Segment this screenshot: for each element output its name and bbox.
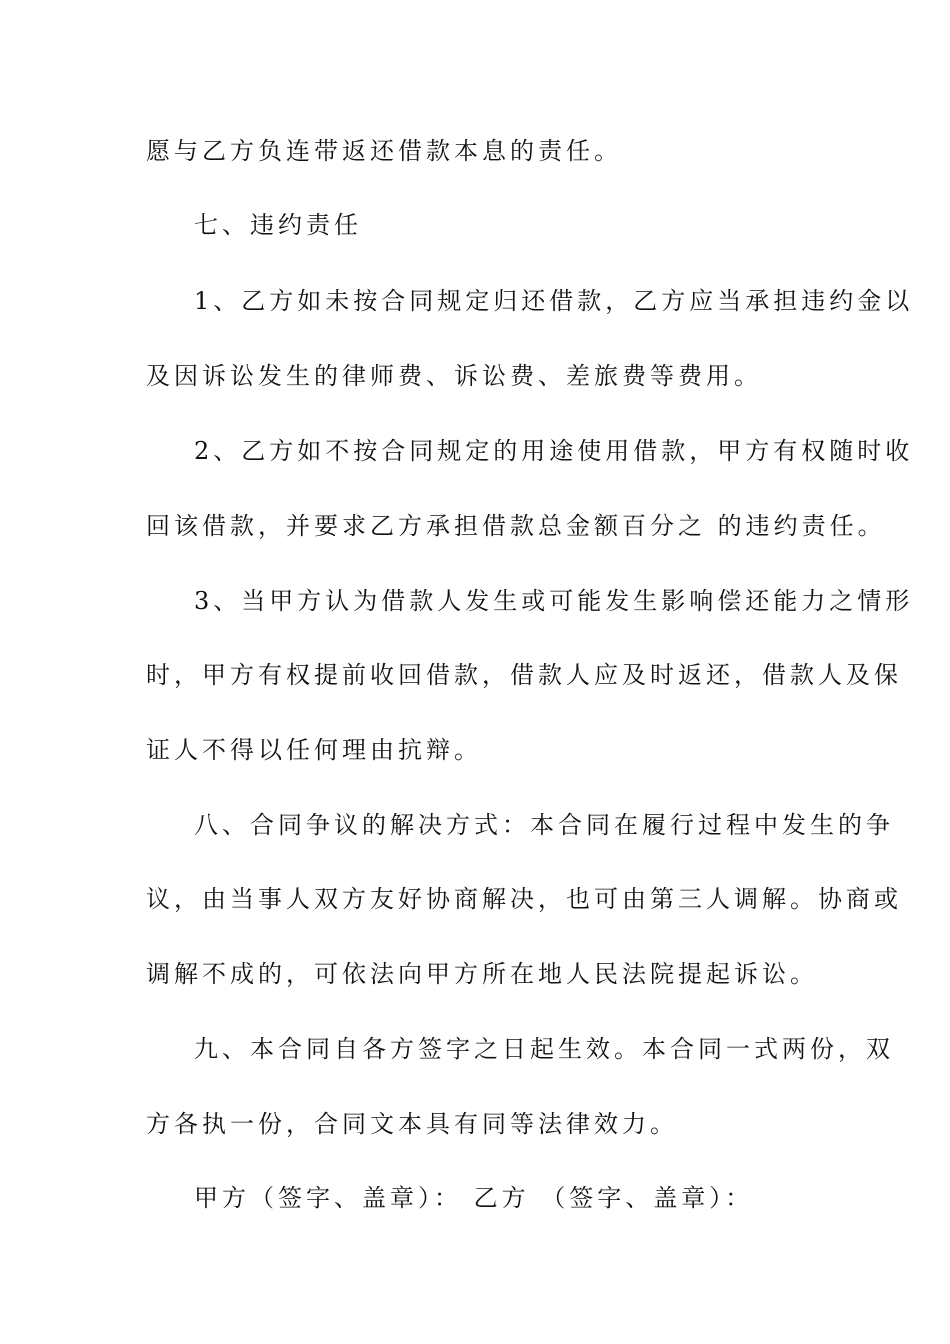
section-dispute-resolution: 八、合同争议的解决方式：本合同在履行过程中发生的争 (194, 811, 894, 839)
text-line: 证人不得以任何理由抗辩。 (146, 736, 482, 764)
text-line: 2、乙方如不按合同规定的用途使用借款，甲方有权随时收 (194, 437, 914, 465)
section-heading-breach: 七、违约责任 (194, 211, 362, 239)
text-line: 回该借款，并要求乙方承担借款总金额百分之 的违约责任。 (146, 512, 886, 540)
text-line: 调解不成的，可依法向甲方所在地人民法院提起诉讼。 (146, 960, 818, 988)
text-line: 及因诉讼发生的律师费、诉讼费、差旅费等费用。 (146, 362, 762, 390)
text-line: 方各执一份，合同文本具有同等法律效力。 (146, 1110, 678, 1138)
text-line: 3、当甲方认为借款人发生或可能发生影响偿还能力之情形 (194, 587, 914, 615)
text-line: 1、乙方如未按合同规定归还借款，乙方应当承担违约金以 (194, 287, 914, 315)
text-line: 愿与乙方负连带返还借款本息的责任。 (146, 137, 622, 165)
text-line: 时，甲方有权提前收回借款，借款人应及时返还，借款人及保 (146, 661, 902, 689)
section-effectiveness: 九、本合同自各方签字之日起生效。本合同一式两份，双 (194, 1035, 894, 1063)
text-line: 议，由当事人双方友好协商解决，也可由第三人调解。协商或 (146, 885, 902, 913)
signature-line: 甲方（签字、盖章）： 乙方 （签字、盖章）： (194, 1184, 754, 1212)
